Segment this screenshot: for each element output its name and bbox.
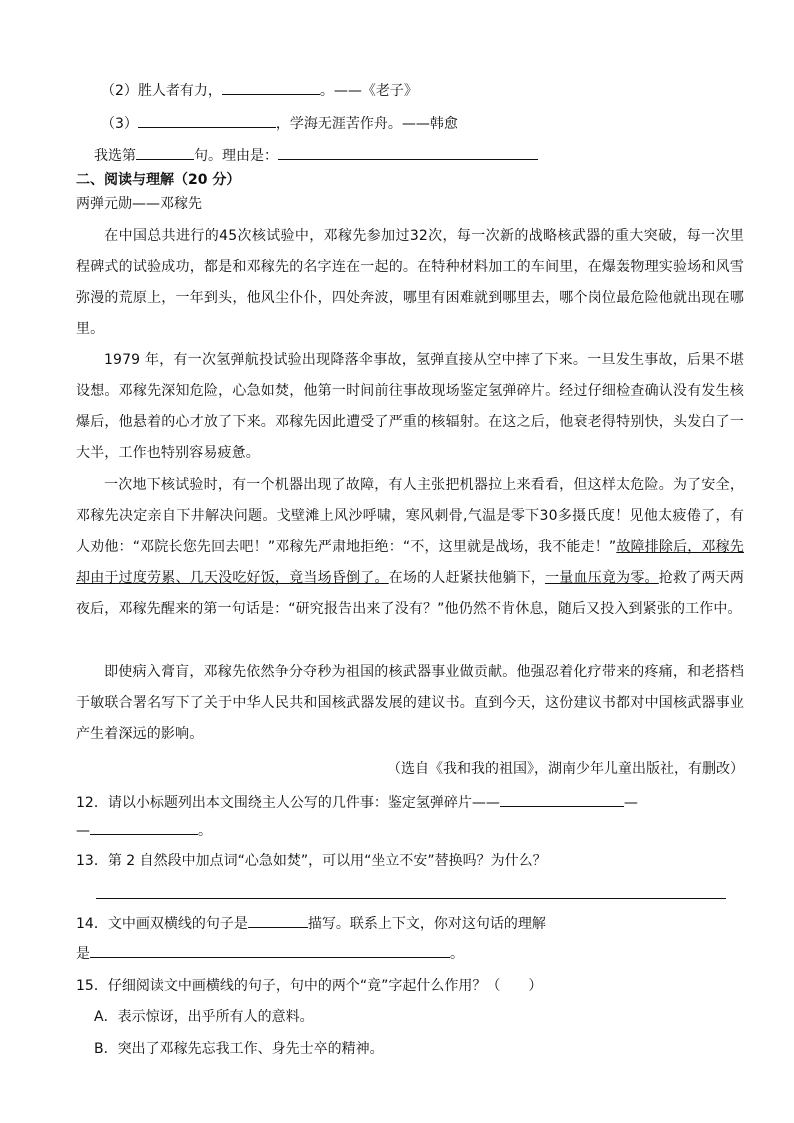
question-12	[76, 792, 638, 813]
article-title: 两弹元勋——邓稼先	[76, 196, 202, 212]
article-paragraph-2	[76, 345, 744, 469]
question-13: 13．第 2 自然段中加点词“心急如焚”，可以用“坐立不安”替换吗？为什么？	[76, 853, 547, 869]
line2-prefix: （2）胜人者有力，	[101, 83, 222, 99]
question-14-text: 描写。联系上下文，你对这句话的理解	[307, 916, 546, 932]
paragraph-text: 抢救了两天两夜后，邓稼先醒来的第一句话是：“研究报告出来了没有？”他仍然不肯休息，随后又投入到紧张的工作中。	[76, 570, 744, 617]
fill-in-line-3	[101, 113, 458, 134]
paragraph-text: 1979 年，有一次氢弹航投试验出现降落伞事故，氢弹直接从空中摔了下来。一旦发生事故，后果不堪设想。邓稼先深知危险，心急如焚，他第一时间前往事故现场鉴定氢弹碎片。经过仔细检查确认没有发生核爆后，他悬着的心才放了下来。邓稼先因此遭受了严重的核辐射。在这之后，他衰老得特别快，头发白了一大半，工作也特别容易疲惫。	[76, 352, 744, 461]
choice-mid: 句。理由是：	[194, 148, 278, 164]
article-paragraph-1	[76, 221, 744, 345]
underlined-sentence-2: 一量血压竟为零。	[545, 570, 659, 586]
question-14-text: 是	[76, 946, 90, 962]
paragraph-text: 在场的人赶紧扶他躺下，	[388, 570, 546, 586]
article-paragraph-3	[76, 470, 744, 625]
section-heading: 二、阅读与理解（20 分）	[76, 172, 241, 188]
option-a[interactable]: A．表示惊讶，出乎所有人的意料。	[94, 1009, 314, 1025]
paragraph-text: 在中国总共进行的45次核试验中，邓稼先参加过32次，每一次新的战略核武器的重大突破，每一次里程碑式的试验成功，都是和邓稼先的名字连在一起的。在特种材料加工的车间里，在爆轰物理实验场和风雪弥漫的荒原上，一年到头，他风尘仆仆，四处奔波，哪里有困难就到哪里去，哪个岗位最危险他就出现在哪里。	[76, 228, 744, 337]
question-15: 15．仔细阅读文中画横线的句子，句中的两个“竟”字起什么作用？（ ）	[76, 978, 543, 994]
question-14-text: 14．文中画双横线的句子是	[76, 916, 248, 932]
answer-blank[interactable]	[90, 943, 450, 958]
question-14-cont	[76, 943, 464, 964]
question-12-cont	[76, 820, 212, 841]
option-b[interactable]: B．突出了邓稼先忘我工作、身先士卒的精神。	[94, 1041, 384, 1057]
choice-prefix: 我选第	[94, 148, 136, 164]
answer-blank[interactable]	[90, 820, 198, 835]
period-text: 。	[198, 823, 212, 839]
question-14	[76, 913, 546, 934]
paragraph-text: 一次地下核试验时，有一个机器出现了故障，有人主张把机器拉上来看看，但这样太危险。为了安全，邓稼先决定亲自下井解决问题。戈壁滩上风沙呼啸，寒风刺骨,气温是零下30多摄氏度！见他太疲倦了，有人劝他：“邓院长您先回去吧！”邓稼先严肃地拒绝：“不，这里就是战场，我不能走！”	[76, 477, 744, 555]
answer-blank[interactable]	[500, 792, 624, 807]
underlined-sentence-1: 故障排除后，邓稼先却由于过度劳累、几天没吃好饭，竟当场昏倒了。	[76, 539, 744, 586]
article-paragraph-4	[76, 657, 744, 750]
answer-blank[interactable]	[138, 113, 276, 128]
answer-blank[interactable]	[248, 913, 308, 928]
dash-text: —	[76, 823, 90, 839]
answer-blank[interactable]	[222, 80, 320, 95]
answer-blank[interactable]	[278, 145, 538, 160]
line3-suffix: ，学海无涯苦作舟。——韩愈	[275, 116, 458, 132]
line3-prefix: （3）	[101, 116, 138, 132]
fill-in-line-2	[101, 80, 418, 101]
line2-suffix: 。——《老子》	[319, 83, 418, 99]
article-source: （选自《我和我的祖国》，湖南少年儿童出版社，有删改）	[387, 761, 744, 777]
paragraph-text: 即使病入膏肓，邓稼先依然争分夺秒为祖国的核武器事业做贡献。他强忍着化疗带来的疼痛，和老搭档于敏联合署名写下了关于中华人民共和国核武器发展的建议书。直到今天，这份建议书都对中国核武器事业产生着深远的影响。	[76, 664, 744, 742]
choice-line	[94, 145, 538, 166]
answer-line[interactable]	[96, 898, 726, 899]
answer-blank[interactable]	[136, 145, 194, 160]
dash-text: —	[623, 795, 638, 811]
period-text: 。	[450, 946, 464, 962]
question-12-text: 12．请以小标题列出本文围绕主人公写的几件事：鉴定氢弹碎片——	[76, 795, 500, 811]
